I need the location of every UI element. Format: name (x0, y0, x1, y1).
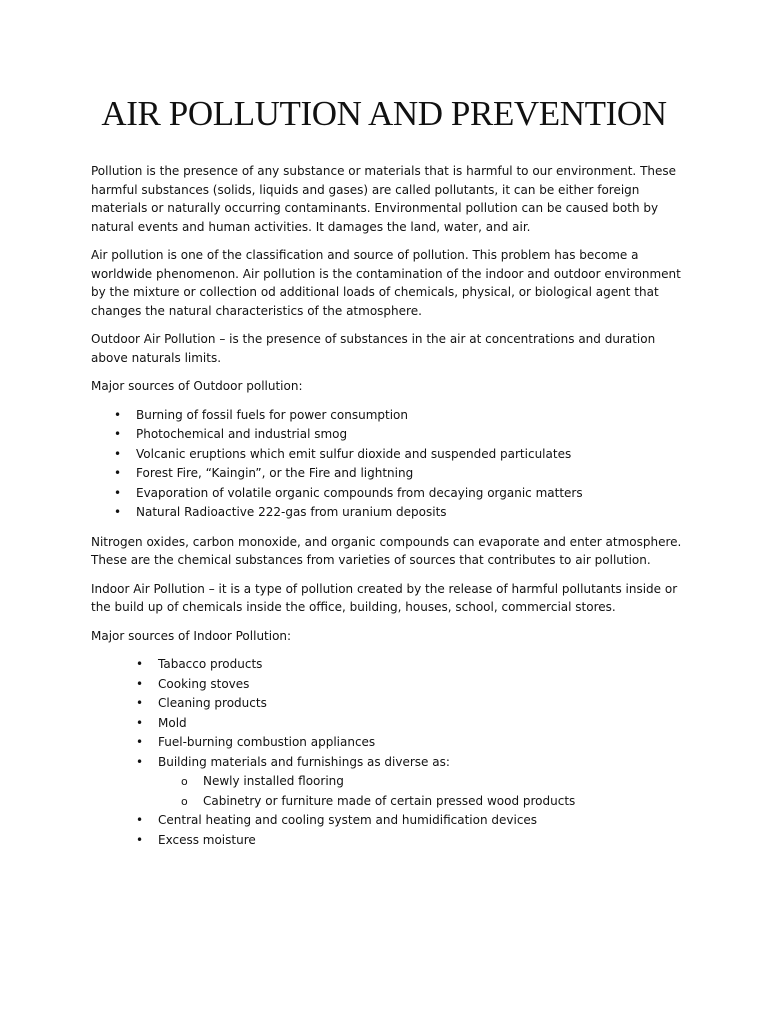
list-item-text: Volcanic eruptions which emit sulfur dioxide and suspended particulates (136, 446, 572, 461)
bullet-icon: • (136, 715, 144, 730)
list-item (91, 464, 691, 484)
list-item-text: Central heating and cooling system and humidification devices (158, 813, 538, 827)
paragraph-air-pollution: Air pollution is one of the classification and source of pollution. This problem has become a worldwide phenomenon. Air pollution is the contamination of the indoor and outdoor environment by the mixture or collection od additional loads of chemicals, physical, or biological agent that changes the natural characteristics of the atmosphere. (91, 248, 681, 318)
paragraph-indoor-air-pollution: Indoor Air Pollution – it is a type of pollution created by the release of harmful pollutants inside or the build up of chemicals inside the office, building, houses, school, commercial stores. (91, 581, 678, 614)
bullet-icon: • (114, 407, 122, 422)
list-item (91, 675, 691, 695)
list-item (91, 425, 691, 445)
list-item (91, 445, 691, 465)
list-item-text: Building materials and furnishings as diverse as: (158, 754, 450, 769)
list-item-text: Tabacco products (158, 657, 263, 671)
sub-list-item-text: Cabinetry or furniture made of certain pressed wood products (203, 793, 576, 808)
bullet-icon: • (136, 754, 144, 769)
document-title: AIR POLLUTION AND PREVENTION (101, 94, 667, 133)
list-item (91, 484, 691, 504)
sub-list-item-text: Newly installed flooring (203, 774, 344, 788)
list-item-text: Photochemical and industrial smog (136, 427, 348, 441)
bullet-icon: • (114, 446, 122, 461)
bullet-icon: • (136, 657, 144, 671)
list-item (91, 733, 691, 753)
bullet-icon: • (136, 813, 144, 827)
bullet-icon: • (114, 485, 122, 500)
paragraph-outdoor-air-pollution: Outdoor Air Pollution – is the presence of substances in the air at concentrations and duration above naturals limits. (91, 332, 656, 365)
paragraph-pollution-definition: Pollution is the presence of any substance or materials that is harmful to our environment. These harmful substances (solids, liquids and gases) are called pollutants, it can be either foreign materials or naturally occurring contaminants. Environmental pollution can be caused both by natural events and human activities. It damages the land, water, and air. (91, 164, 677, 234)
outdoor-sources-list (91, 406, 691, 523)
bullet-icon: • (114, 466, 122, 480)
circle-bullet-icon: o (181, 775, 188, 788)
bullet-icon: • (136, 696, 144, 710)
bullet-icon: • (136, 832, 144, 847)
bullet-icon: • (136, 735, 144, 749)
indoor-sources-list-continued (91, 811, 691, 850)
bullet-icon: • (136, 676, 144, 691)
list-item-text: Excess moisture (158, 832, 256, 847)
list-item-text: Mold (158, 715, 187, 730)
sub-list-item (91, 792, 691, 812)
circle-bullet-icon: o (181, 794, 188, 808)
list-item (91, 811, 691, 831)
list-item (91, 714, 691, 734)
sub-list-item (91, 772, 691, 792)
list-item (91, 503, 691, 523)
list-item-text: Natural Radioactive 222-gas from uranium deposits (136, 505, 447, 519)
list-item (91, 753, 691, 773)
indoor-sources-heading: Major sources of Indoor Pollution: (91, 628, 292, 643)
list-item-text: Fuel-burning combustion appliances (158, 735, 376, 749)
building-materials-sublist (91, 772, 691, 811)
document-body (91, 162, 691, 860)
list-item (91, 655, 691, 675)
bullet-icon: • (114, 505, 122, 519)
list-item-text: Cleaning products (158, 696, 267, 710)
bullet-icon: • (114, 427, 122, 441)
list-item (91, 694, 691, 714)
list-item-text: Burning of fossil fuels for power consumption (136, 407, 408, 422)
list-item (91, 406, 691, 426)
list-item-text: Evaporation of volatile organic compounds from decaying organic matters (136, 485, 583, 500)
list-item-text: Forest Fire, “Kaingin”, or the Fire and lightning (136, 466, 414, 480)
list-item (91, 831, 691, 851)
paragraph-chemical-substances: Nitrogen oxides, carbon monoxide, and organic compounds can evaporate and enter atmosphere. These are the chemical substances from varieties of sources that contributes to air pollution. (91, 534, 682, 567)
indoor-sources-list (91, 655, 691, 772)
list-item-text: Cooking stoves (158, 676, 250, 691)
outdoor-sources-heading: Major sources of Outdoor pollution: (91, 379, 303, 393)
